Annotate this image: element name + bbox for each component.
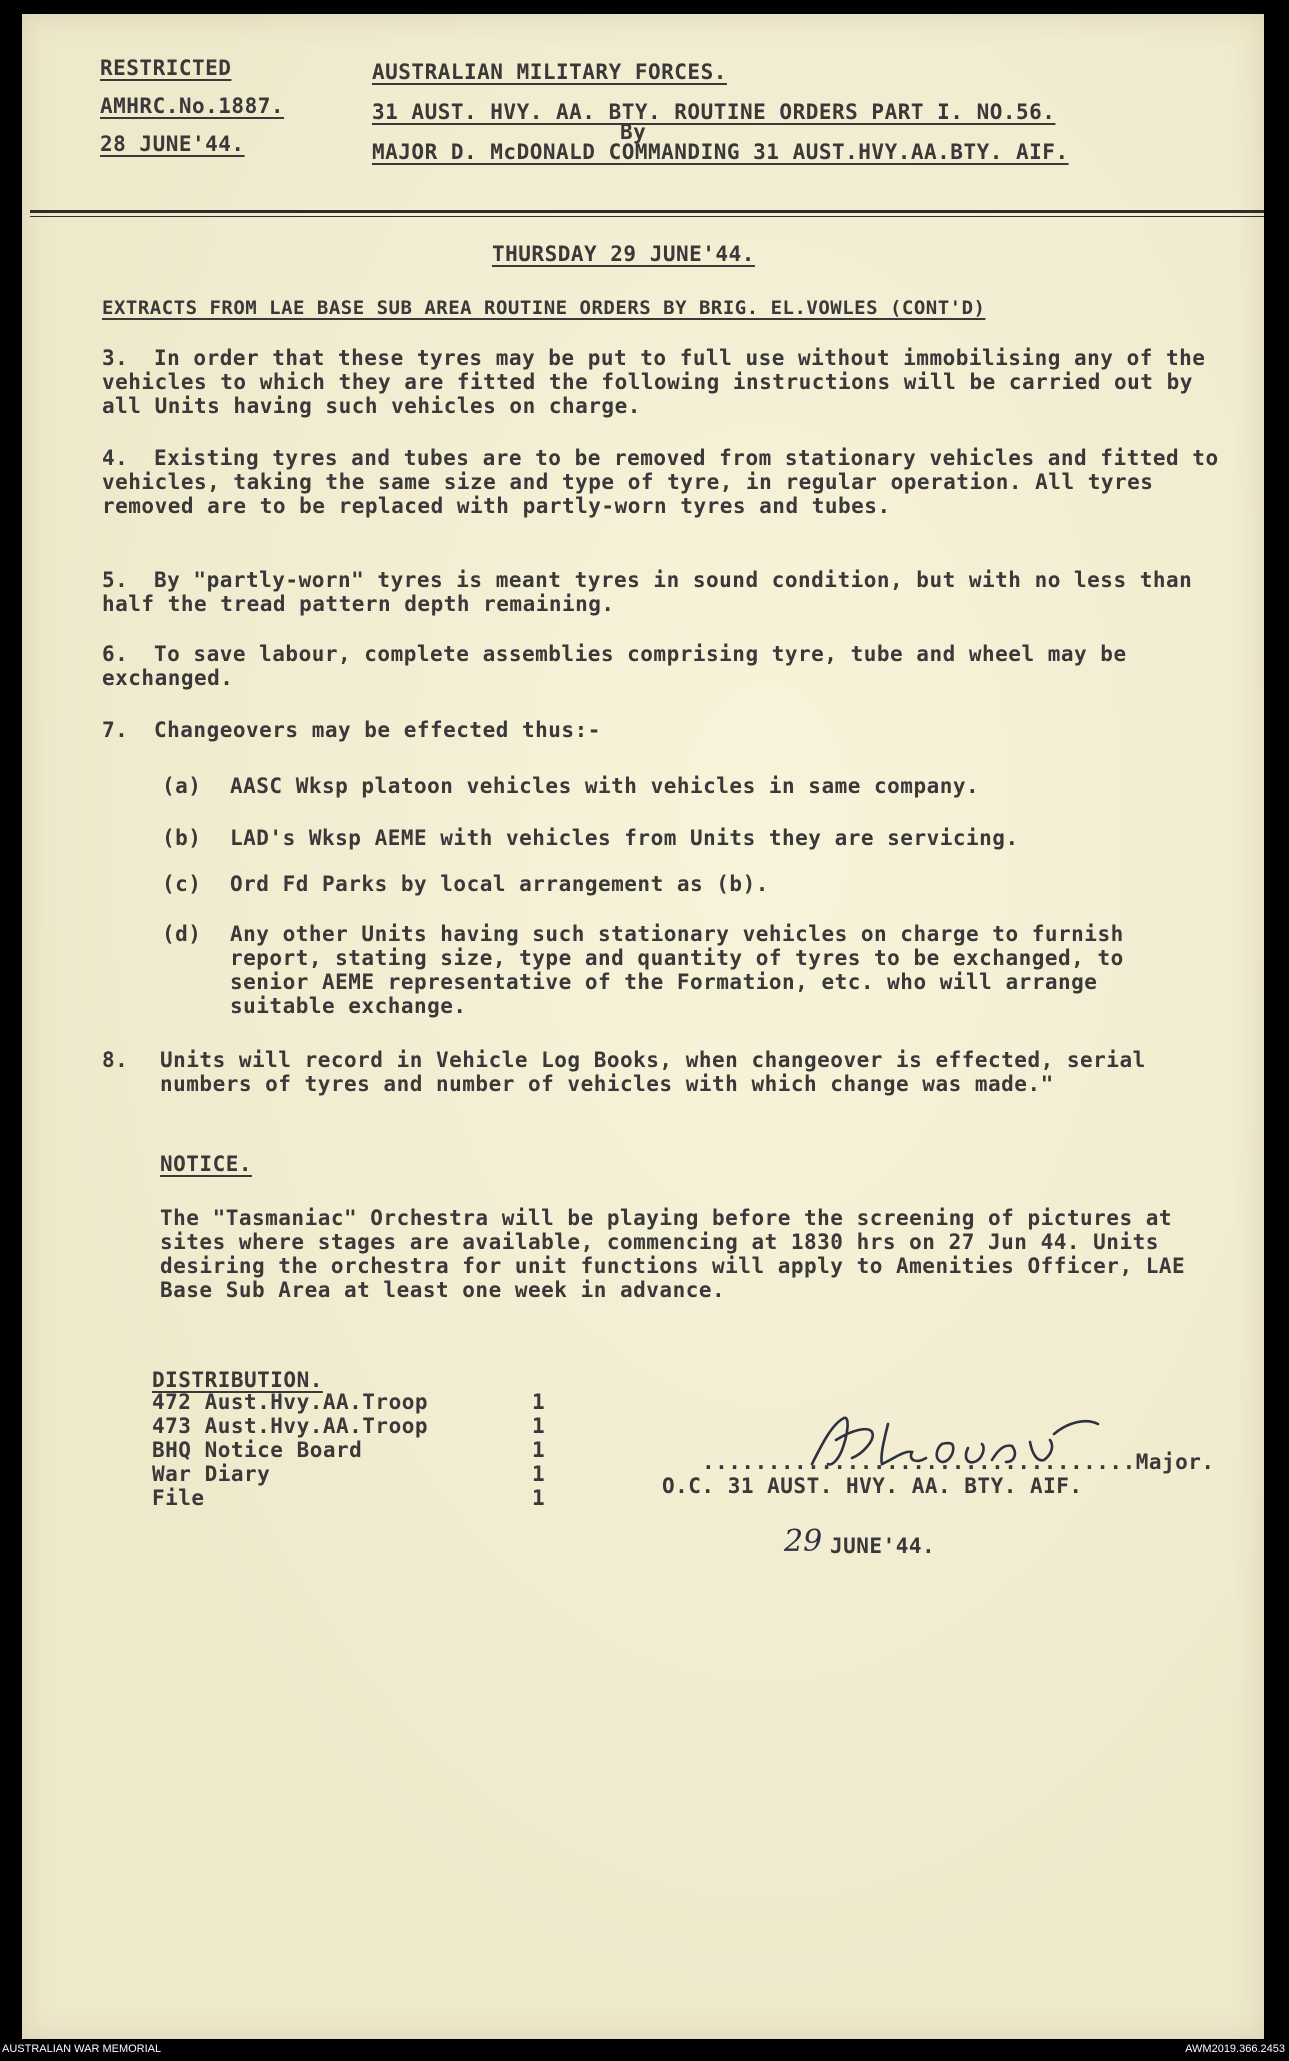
footer-accession-number: AWM2019.366.2453 xyxy=(1185,2043,1285,2055)
paragraph-4: Existing tyres and tubes are to be removed from stationary vehicles and fitted to vehicles, taking the same size and type of tyre, in regular operation. All tyres removed are to be replaced with partly-worn tyres and tubes. xyxy=(102,446,1219,518)
subitem-label-a: (a) xyxy=(162,774,202,798)
paragraph-number-4: 4. xyxy=(102,446,129,470)
document-page xyxy=(22,14,1264,2039)
paragraph-5: By "partly-worn" tyres is meant tyres in sound condition, but with no less than half the tread pattern depth remaining. xyxy=(102,568,1193,616)
paragraph-3: In order that these tyres may be put to full use without immobilising any of the vehicles to which they are fitted the following instructions will be carried out by all Units having such vehicles on charge. xyxy=(102,346,1206,418)
header-date: 28 JUNE'44. xyxy=(100,132,245,156)
paragraph-8: Units will record in Vehicle Log Books, when changeover is effected, serial numbers of tyres and number of vehicles with which change was made." xyxy=(160,1048,1146,1096)
paragraph-7: Changeovers may be effected thus:- xyxy=(154,718,601,742)
notice-text: The "Tasmaniac" Orchestra will be playing before the screening of pictures at sites where stages are available, commencing at 1830 hrs on 27 Jun 44. Units desiring the orchestra for unit functions will apply to Amenities Officer, LAE Base Sub Area at least one week in advance. xyxy=(160,1206,1186,1302)
distribution-count: 1 xyxy=(532,1438,546,1462)
signature-date: JUNE'44. xyxy=(830,1534,936,1558)
subitem-label-b: (b) xyxy=(162,826,202,850)
distribution-count: 1 xyxy=(532,1486,546,1510)
distribution-count: 1 xyxy=(532,1414,546,1438)
orders-title: 31 AUST. HVY. AA. BTY. ROUTINE ORDERS PART I. NO.56. xyxy=(372,100,1056,124)
forces-title: AUSTRALIAN MILITARY FORCES. xyxy=(372,60,727,84)
paragraph-number-6: 6. xyxy=(102,642,129,666)
subitem-d: Any other Units having such stationary vehicles on charge to furnish report, stating size, type and quantity of tyres to be exchanged, to senior AEME representative of the Formation, etc. who will arrange suitable exchange. xyxy=(230,922,1124,1018)
distribution-name: 472 Aust.Hvy.AA.Troop xyxy=(152,1390,429,1414)
paragraph-number-5: 5. xyxy=(102,568,129,592)
distribution-name: War Diary xyxy=(152,1462,271,1486)
subitem-b: LAD's Wksp AEME with vehicles from Units they are servicing. xyxy=(230,826,1019,850)
paragraph-number-8: 8. xyxy=(102,1048,129,1072)
notice-heading: NOTICE. xyxy=(160,1152,253,1176)
paragraph-number-3: 3. xyxy=(102,346,129,370)
header-rule-thin xyxy=(30,216,1264,217)
by-label: By xyxy=(620,120,647,144)
reference-number: AMHRC.No.1887. xyxy=(100,94,285,118)
subitem-label-d: (d) xyxy=(162,922,202,946)
distribution-count: 1 xyxy=(532,1390,546,1414)
day-heading: THURSDAY 29 JUNE'44. xyxy=(492,242,755,266)
distribution-name: BHQ Notice Board xyxy=(152,1438,363,1462)
distribution-name: 473 Aust.Hvy.AA.Troop xyxy=(152,1414,429,1438)
footer-archive-name: AUSTRALIAN WAR MEMORIAL xyxy=(2,2043,162,2055)
paragraph-number-7: 7. xyxy=(102,718,129,742)
restricted-label: RESTRICTED xyxy=(100,56,232,80)
subitem-a: AASC Wksp platoon vehicles with vehicles in same company. xyxy=(230,774,980,798)
signature-dots: .................................Major. xyxy=(702,1450,1215,1474)
handwritten-date: 29 xyxy=(784,1524,823,1559)
extract-heading: EXTRACTS FROM LAE BASE SUB AREA ROUTINE ORDERS BY BRIG. EL.VOWLES (CONT'D) xyxy=(102,297,986,319)
distribution-count: 1 xyxy=(532,1462,546,1486)
paragraph-6: To save labour, complete assemblies comprising tyre, tube and wheel may be exchanged. xyxy=(102,642,1127,690)
commander-line: MAJOR D. McDONALD COMMANDING 31 AUST.HVY.AA.BTY. AIF. xyxy=(372,140,1069,164)
distribution-heading: DISTRIBUTION. xyxy=(152,1368,323,1392)
subitem-label-c: (c) xyxy=(162,872,202,896)
distribution-list xyxy=(152,1368,612,1518)
signature-unit: O.C. 31 AUST. HVY. AA. BTY. AIF. xyxy=(662,1474,1083,1498)
header-rule-thick xyxy=(30,210,1264,213)
distribution-name: File xyxy=(152,1486,205,1510)
subitem-c: Ord Fd Parks by local arrangement as (b). xyxy=(230,872,769,896)
